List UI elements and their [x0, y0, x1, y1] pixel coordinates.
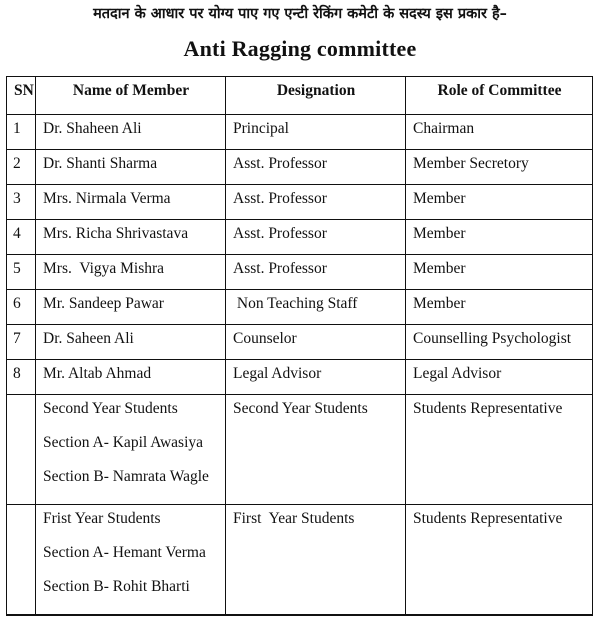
name-line: Section B- Namrata Wagle: [43, 468, 209, 485]
name-line: Section A- Hemant Verma: [43, 544, 206, 561]
cell-sn: 2: [7, 150, 36, 185]
table-row: [7, 150, 593, 185]
cell-role: Counselling Psychologist: [406, 325, 593, 360]
name-line: Second Year Students: [43, 400, 178, 417]
table-body: [7, 115, 593, 615]
cell-role: Member: [406, 290, 593, 325]
cell-name: [36, 395, 226, 505]
cell-sn: 4: [7, 220, 36, 255]
name-line: Dr. Shaheen Ali: [43, 120, 142, 137]
name-line: Mrs. Nirmala Verma: [43, 190, 171, 207]
cell-sn: 6: [7, 290, 36, 325]
cell-designation: Asst. Professor: [226, 150, 406, 185]
cell-name: [36, 185, 226, 220]
cell-name: [36, 505, 226, 615]
name-line: Mr. Altab Ahmad: [43, 365, 152, 382]
table-row: [7, 255, 593, 290]
cell-designation: Second Year Students: [226, 395, 406, 505]
committee-table: [6, 76, 593, 616]
header-name-of-member: Name of Member: [36, 77, 226, 115]
cell-sn: [7, 505, 36, 615]
cell-sn: 5: [7, 255, 36, 290]
cell-sn: 8: [7, 360, 36, 395]
cell-sn: 1: [7, 115, 36, 150]
table-row: [7, 360, 593, 395]
cell-name: [36, 150, 226, 185]
header-sn: SN: [7, 77, 36, 115]
cell-role: Chairman: [406, 115, 593, 150]
cell-name: [36, 290, 226, 325]
table-row: [7, 325, 593, 360]
table-row: [7, 220, 593, 255]
cell-designation: First Year Students: [226, 505, 406, 615]
name-line: Section B- Rohit Bharti: [43, 578, 190, 595]
cell-designation: Principal: [226, 115, 406, 150]
table-row: [7, 185, 593, 220]
cell-sn: 3: [7, 185, 36, 220]
cell-role: Member: [406, 255, 593, 290]
cell-designation: Counselor: [226, 325, 406, 360]
table-row: [7, 505, 593, 615]
cell-role: Member: [406, 220, 593, 255]
cell-name: [36, 255, 226, 290]
intro-text-hindi: मतदान के आधार पर योग्य पाए गए एन्टी रेकिंग कमेटी के सदस्य इस प्रकार है–: [93, 6, 507, 22]
cell-name: [36, 220, 226, 255]
name-line: Mrs. Richa Shrivastava: [43, 225, 189, 242]
table-row: [7, 395, 593, 505]
cell-name: [36, 325, 226, 360]
cell-role: Legal Advisor: [406, 360, 593, 395]
cell-role: Students Representative: [406, 395, 593, 505]
table-row: [7, 290, 593, 325]
cell-name: [36, 115, 226, 150]
name-line: Mrs. Vigya Mishra: [43, 260, 165, 277]
header-role-of-committee: Role of Committee: [406, 77, 593, 115]
page-title: Anti Ragging committee: [183, 36, 417, 61]
header-designation: Designation: [226, 77, 406, 115]
name-line: Section A- Kapil Awasiya: [43, 434, 204, 451]
cell-sn: 7: [7, 325, 36, 360]
cell-role: Member Secretory: [406, 150, 593, 185]
cell-sn: [7, 395, 36, 505]
cell-designation: Non Teaching Staff: [226, 290, 406, 325]
cell-role: Member: [406, 185, 593, 220]
table-header-row: [7, 77, 593, 115]
cell-designation: Asst. Professor: [226, 220, 406, 255]
table-row: [7, 115, 593, 150]
cell-role: Students Representative: [406, 505, 593, 615]
name-line: Frist Year Students: [43, 510, 161, 527]
cell-name: [36, 360, 226, 395]
name-line: Dr. Saheen Ali: [43, 330, 134, 347]
name-line: Mr. Sandeep Pawar: [43, 295, 164, 312]
cell-designation: Asst. Professor: [226, 255, 406, 290]
name-line: Dr. Shanti Sharma: [43, 155, 158, 172]
cell-designation: Legal Advisor: [226, 360, 406, 395]
cell-designation: Asst. Professor: [226, 185, 406, 220]
